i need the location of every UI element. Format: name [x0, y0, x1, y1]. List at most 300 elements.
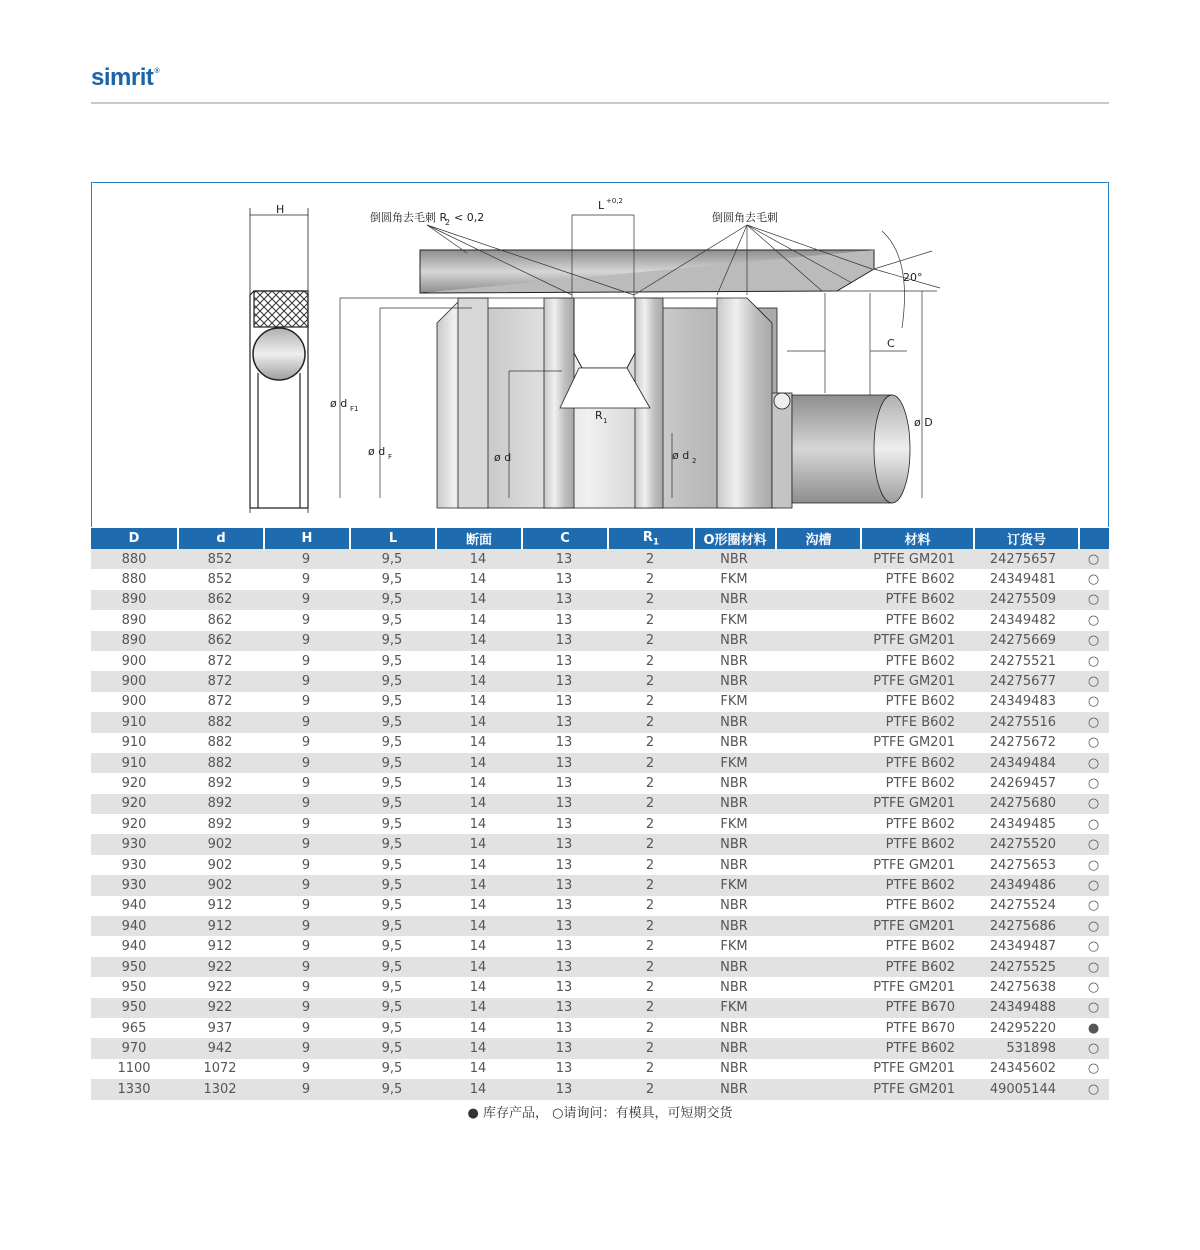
table-row — [91, 631, 1109, 651]
table-cell: ○ — [1078, 794, 1109, 814]
table-cell: PTFE B602 — [860, 753, 973, 773]
dim-dF1: ø d — [330, 397, 348, 410]
table-cell: 13 — [521, 712, 607, 732]
table-cell: 2 — [607, 936, 693, 956]
table-cell: 862 — [177, 590, 263, 610]
chamfer-right-label: 倒圆角去毛刺 — [712, 211, 778, 224]
table-cell: 9 — [263, 1079, 349, 1099]
table-cell: 24275524 — [973, 896, 1078, 916]
table-row — [91, 794, 1109, 814]
table-cell: 902 — [177, 834, 263, 854]
table-cell: 9,5 — [349, 651, 435, 671]
table-cell: NBR — [693, 1059, 775, 1079]
table-cell: 912 — [177, 896, 263, 916]
table-cell: FKM — [693, 814, 775, 834]
table-cell: 2 — [607, 896, 693, 916]
table-cell: 9,5 — [349, 1079, 435, 1099]
table-cell: PTFE GM201 — [860, 916, 973, 936]
table-row — [91, 610, 1109, 630]
table-cell — [775, 692, 860, 712]
table-cell: 14 — [435, 549, 521, 569]
table-cell: NBR — [693, 957, 775, 977]
table-cell: 14 — [435, 1018, 521, 1038]
table-cell: 9 — [263, 773, 349, 793]
table-cell: 920 — [91, 794, 177, 814]
table-cell: 9 — [263, 631, 349, 651]
table-cell: 882 — [177, 753, 263, 773]
table-cell: 2 — [607, 814, 693, 834]
table-row — [91, 834, 1109, 854]
table-cell: FKM — [693, 998, 775, 1018]
table-cell: ○ — [1078, 1059, 1109, 1079]
table-cell: 13 — [521, 692, 607, 712]
header-divider — [91, 102, 1109, 104]
table-cell: PTFE B670 — [860, 1018, 973, 1038]
table-cell: NBR — [693, 896, 775, 916]
table-cell — [775, 957, 860, 977]
table-cell: NBR — [693, 712, 775, 732]
table-cell: 24275509 — [973, 590, 1078, 610]
table-cell: 9 — [263, 977, 349, 997]
table-cell: 890 — [91, 631, 177, 651]
table-cell: ○ — [1078, 753, 1109, 773]
table-cell: 24275516 — [973, 712, 1078, 732]
table-cell: ● — [1078, 1018, 1109, 1038]
table-cell: ○ — [1078, 692, 1109, 712]
table-cell: 14 — [435, 834, 521, 854]
table-cell: ○ — [1078, 733, 1109, 753]
table-cell: 9,5 — [349, 773, 435, 793]
table-cell: 24275657 — [973, 549, 1078, 569]
table-cell: 9 — [263, 1038, 349, 1058]
table-cell — [775, 855, 860, 875]
table-cell: NBR — [693, 590, 775, 610]
dim-d: ø d — [494, 451, 512, 464]
table-cell: ○ — [1078, 1079, 1109, 1099]
table-cell: 872 — [177, 692, 263, 712]
table-cell: 13 — [521, 855, 607, 875]
table-cell: 1302 — [177, 1079, 263, 1099]
table-cell: 14 — [435, 712, 521, 732]
table-row — [91, 692, 1109, 712]
table-row — [91, 671, 1109, 691]
table-cell: 880 — [91, 569, 177, 589]
table-cell: 9 — [263, 610, 349, 630]
table-cell: 2 — [607, 1038, 693, 1058]
table-cell: 24275686 — [973, 916, 1078, 936]
table-cell: 14 — [435, 692, 521, 712]
table-cell: 910 — [91, 712, 177, 732]
table-cell: ○ — [1078, 998, 1109, 1018]
table-cell: 14 — [435, 896, 521, 916]
table-cell — [775, 814, 860, 834]
table-cell: 14 — [435, 875, 521, 895]
dim-d2: ø d — [672, 449, 690, 462]
table-row — [91, 569, 1109, 589]
col-L: L — [349, 528, 435, 549]
table-cell: ○ — [1078, 814, 1109, 834]
table-cell: ○ — [1078, 549, 1109, 569]
table-cell: 970 — [91, 1038, 177, 1058]
table-cell: 9 — [263, 733, 349, 753]
table-cell: 9 — [263, 590, 349, 610]
table-cell: 2 — [607, 875, 693, 895]
table-cell: 13 — [521, 1079, 607, 1099]
table-cell: 852 — [177, 569, 263, 589]
table-cell: PTFE B602 — [860, 814, 973, 834]
table-cell: ○ — [1078, 977, 1109, 997]
table-row — [91, 733, 1109, 753]
table-cell: 892 — [177, 773, 263, 793]
table-cell: 13 — [521, 610, 607, 630]
table-cell: 24275680 — [973, 794, 1078, 814]
table-cell: 9 — [263, 712, 349, 732]
table-cell: 13 — [521, 549, 607, 569]
table-cell: 2 — [607, 773, 693, 793]
table-cell: 9 — [263, 957, 349, 977]
table-row — [91, 1079, 1109, 1099]
table-cell: ○ — [1078, 610, 1109, 630]
table-cell: FKM — [693, 875, 775, 895]
table-cell: NBR — [693, 794, 775, 814]
table-cell — [775, 998, 860, 1018]
table-row — [91, 855, 1109, 875]
table-cell: 9,5 — [349, 733, 435, 753]
table-row — [91, 590, 1109, 610]
table-cell: 13 — [521, 998, 607, 1018]
table-cell: ○ — [1078, 1038, 1109, 1058]
table-cell — [775, 896, 860, 916]
table-cell: ○ — [1078, 651, 1109, 671]
dim-dF1-sub: F1 — [350, 405, 359, 413]
table-cell: 14 — [435, 753, 521, 773]
table-cell: PTFE B602 — [860, 896, 973, 916]
table-cell: 912 — [177, 916, 263, 936]
table-cell: 950 — [91, 977, 177, 997]
table-cell: 9 — [263, 998, 349, 1018]
table-cell: 9 — [263, 916, 349, 936]
table-cell — [775, 1018, 860, 1038]
table-cell: 9 — [263, 549, 349, 569]
table-cell: 14 — [435, 814, 521, 834]
table-row — [91, 549, 1109, 569]
table-cell — [775, 834, 860, 854]
table-cell: 900 — [91, 671, 177, 691]
table-cell: 2 — [607, 671, 693, 691]
table-cell: 9,5 — [349, 549, 435, 569]
table-cell: 531898 — [973, 1038, 1078, 1058]
table-cell: 13 — [521, 875, 607, 895]
table-cell: 9,5 — [349, 1059, 435, 1079]
table-cell: 13 — [521, 671, 607, 691]
table-cell: 965 — [91, 1018, 177, 1038]
table-cell: ○ — [1078, 936, 1109, 956]
table-cell: 922 — [177, 957, 263, 977]
table-cell: ○ — [1078, 712, 1109, 732]
table-row — [91, 1059, 1109, 1079]
table-cell: PTFE GM201 — [860, 855, 973, 875]
table-cell: ○ — [1078, 896, 1109, 916]
table-cell: 950 — [91, 957, 177, 977]
table-cell: 9,5 — [349, 916, 435, 936]
table-cell: PTFE B602 — [860, 957, 973, 977]
dim-D: ø D — [914, 416, 933, 429]
table-cell: ○ — [1078, 569, 1109, 589]
table-cell: 872 — [177, 671, 263, 691]
col-section: 断面 — [435, 528, 521, 549]
table-cell: 2 — [607, 590, 693, 610]
table-cell: NBR — [693, 834, 775, 854]
table-cell: 890 — [91, 590, 177, 610]
table-row — [91, 896, 1109, 916]
table-cell: 2 — [607, 610, 693, 630]
table-cell: PTFE GM201 — [860, 631, 973, 651]
table-cell: 14 — [435, 1038, 521, 1058]
table-cell: PTFE B602 — [860, 569, 973, 589]
table-cell: 9,5 — [349, 834, 435, 854]
table-cell: NBR — [693, 916, 775, 936]
table-cell: 930 — [91, 834, 177, 854]
table-cell: 13 — [521, 733, 607, 753]
table-cell: 9 — [263, 753, 349, 773]
table-cell: 14 — [435, 671, 521, 691]
table-cell: NBR — [693, 549, 775, 569]
table-cell — [775, 1079, 860, 1099]
seal-cross-section — [250, 208, 308, 513]
table-cell: 9,5 — [349, 753, 435, 773]
table-cell: 9 — [263, 834, 349, 854]
table-cell: 937 — [177, 1018, 263, 1038]
table-row — [91, 773, 1109, 793]
table-cell: 14 — [435, 773, 521, 793]
table-cell: 24345602 — [973, 1059, 1078, 1079]
table-cell: 9,5 — [349, 712, 435, 732]
table-cell: 890 — [91, 610, 177, 630]
table-cell: 882 — [177, 733, 263, 753]
table-cell: 9,5 — [349, 692, 435, 712]
table-cell: PTFE B602 — [860, 651, 973, 671]
table-cell: ○ — [1078, 590, 1109, 610]
table-cell: PTFE GM201 — [860, 794, 973, 814]
table-cell: NBR — [693, 631, 775, 651]
table-cell: 880 — [91, 549, 177, 569]
table-cell: 9,5 — [349, 875, 435, 895]
table-cell: 13 — [521, 977, 607, 997]
table-cell: 13 — [521, 834, 607, 854]
table-cell: 13 — [521, 916, 607, 936]
table-cell: 14 — [435, 651, 521, 671]
table-cell: 14 — [435, 1059, 521, 1079]
dim-d2-sub: 2 — [692, 457, 697, 465]
table-cell: 14 — [435, 794, 521, 814]
table-cell — [775, 569, 860, 589]
table-cell: ○ — [1078, 875, 1109, 895]
table-cell: 9,5 — [349, 794, 435, 814]
table-cell: 2 — [607, 753, 693, 773]
chamfer-R2-sub: 2 — [445, 218, 451, 227]
table-cell — [775, 590, 860, 610]
table-cell: NBR — [693, 651, 775, 671]
table-cell: 13 — [521, 631, 607, 651]
table-cell: 24349483 — [973, 692, 1078, 712]
dim-R1-sub: 1 — [603, 417, 608, 425]
table-cell: 13 — [521, 896, 607, 916]
chamfer-R2-value: < 0,2 — [454, 211, 485, 224]
table-cell: 14 — [435, 855, 521, 875]
table-cell: 862 — [177, 610, 263, 630]
table-cell: 13 — [521, 569, 607, 589]
table-cell: 9,5 — [349, 814, 435, 834]
table-cell: PTFE B602 — [860, 712, 973, 732]
table-cell: 1330 — [91, 1079, 177, 1099]
table-cell: 9 — [263, 936, 349, 956]
dim-H: H — [276, 203, 285, 216]
table-cell — [775, 610, 860, 630]
table-cell: ○ — [1078, 834, 1109, 854]
table-cell: 13 — [521, 936, 607, 956]
table-cell: 24275677 — [973, 671, 1078, 691]
table-cell: PTFE GM201 — [860, 671, 973, 691]
table-cell: 14 — [435, 590, 521, 610]
table-cell: 2 — [607, 1018, 693, 1038]
table-cell: 14 — [435, 610, 521, 630]
table-cell: 14 — [435, 977, 521, 997]
table-cell: 2 — [607, 712, 693, 732]
table-row — [91, 957, 1109, 977]
table-row — [91, 916, 1109, 936]
table-cell: ○ — [1078, 671, 1109, 691]
table-cell: 13 — [521, 957, 607, 977]
col-availability — [1078, 528, 1109, 549]
table-cell: 13 — [521, 753, 607, 773]
table-cell: 910 — [91, 733, 177, 753]
table-cell: 2 — [607, 834, 693, 854]
table-cell: 13 — [521, 814, 607, 834]
table-cell: 9 — [263, 569, 349, 589]
table-cell: 2 — [607, 957, 693, 977]
table-cell: 9,5 — [349, 610, 435, 630]
table-cell: 940 — [91, 896, 177, 916]
table-cell — [775, 1059, 860, 1079]
table-cell: PTFE B602 — [860, 590, 973, 610]
table-cell: 24349484 — [973, 753, 1078, 773]
table-cell: 9,5 — [349, 631, 435, 651]
table-cell: 2 — [607, 692, 693, 712]
chamfer-R2-label: 倒圆角去毛刺 R — [370, 211, 448, 224]
table-cell: 9 — [263, 1059, 349, 1079]
table-cell: 2 — [607, 569, 693, 589]
table-cell: 892 — [177, 794, 263, 814]
table-cell — [775, 773, 860, 793]
table-cell: 9 — [263, 875, 349, 895]
table-header — [91, 528, 1109, 549]
table-cell: 892 — [177, 814, 263, 834]
table-cell: 24349487 — [973, 936, 1078, 956]
table-cell: 922 — [177, 977, 263, 997]
table-cell: 14 — [435, 1079, 521, 1099]
table-cell: PTFE B602 — [860, 692, 973, 712]
table-row — [91, 814, 1109, 834]
table-cell: 24349486 — [973, 875, 1078, 895]
table-cell: 2 — [607, 794, 693, 814]
table-cell: 902 — [177, 875, 263, 895]
dim-dF: ø d — [368, 445, 386, 458]
table-cell: 9,5 — [349, 590, 435, 610]
table-cell: 2 — [607, 733, 693, 753]
col-R1: $R_1$ — [607, 528, 693, 549]
table-cell: 942 — [177, 1038, 263, 1058]
table-row — [91, 712, 1109, 732]
col-C: C — [521, 528, 607, 549]
table-row — [91, 753, 1109, 773]
table-cell: PTFE GM201 — [860, 977, 973, 997]
table-cell: 13 — [521, 1018, 607, 1038]
table-cell: FKM — [693, 936, 775, 956]
col-d: d — [177, 528, 263, 549]
table-cell: 9 — [263, 692, 349, 712]
table-row — [91, 1018, 1109, 1038]
col-material: 材料 — [860, 528, 973, 549]
table-cell: 9,5 — [349, 1018, 435, 1038]
col-order-no: 订货号 — [973, 528, 1078, 549]
table-cell: 24269457 — [973, 773, 1078, 793]
table-cell — [775, 936, 860, 956]
table-cell: 9,5 — [349, 1038, 435, 1058]
table-cell: 930 — [91, 875, 177, 895]
table-cell: 2 — [607, 916, 693, 936]
table-cell: NBR — [693, 1079, 775, 1099]
table-row — [91, 651, 1109, 671]
table-cell: 9 — [263, 651, 349, 671]
table-row — [91, 1038, 1109, 1058]
table-row — [91, 875, 1109, 895]
table-cell: 922 — [177, 998, 263, 1018]
table-cell: 14 — [435, 733, 521, 753]
table-cell: 9 — [263, 794, 349, 814]
table-cell: 13 — [521, 794, 607, 814]
table-cell: PTFE B670 — [860, 998, 973, 1018]
table-cell: 14 — [435, 998, 521, 1018]
table-cell: 9,5 — [349, 936, 435, 956]
table-cell: NBR — [693, 671, 775, 691]
table-cell: 882 — [177, 712, 263, 732]
table-cell: 900 — [91, 692, 177, 712]
table-cell: 24275669 — [973, 631, 1078, 651]
table-body — [91, 549, 1109, 1100]
table-cell: FKM — [693, 610, 775, 630]
table-cell: NBR — [693, 733, 775, 753]
table-cell: 24275672 — [973, 733, 1078, 753]
dim-dF-sub: F — [388, 453, 393, 461]
table-cell: 9 — [263, 855, 349, 875]
table-cell: NBR — [693, 1018, 775, 1038]
table-cell: 49005144 — [973, 1079, 1078, 1099]
table-cell: 920 — [91, 814, 177, 834]
table-cell: 940 — [91, 916, 177, 936]
table-row — [91, 936, 1109, 956]
table-cell: 912 — [177, 936, 263, 956]
table-cell: FKM — [693, 692, 775, 712]
table-cell: PTFE B602 — [860, 610, 973, 630]
table-cell: NBR — [693, 855, 775, 875]
table-row — [91, 977, 1109, 997]
table-cell: 9,5 — [349, 998, 435, 1018]
dim-L-tol: +0,2 — [606, 197, 623, 205]
col-oring-material: O形圈材料 — [693, 528, 775, 549]
dim-L: L — [598, 199, 605, 212]
product-table — [91, 528, 1109, 1100]
table-cell: 2 — [607, 998, 693, 1018]
